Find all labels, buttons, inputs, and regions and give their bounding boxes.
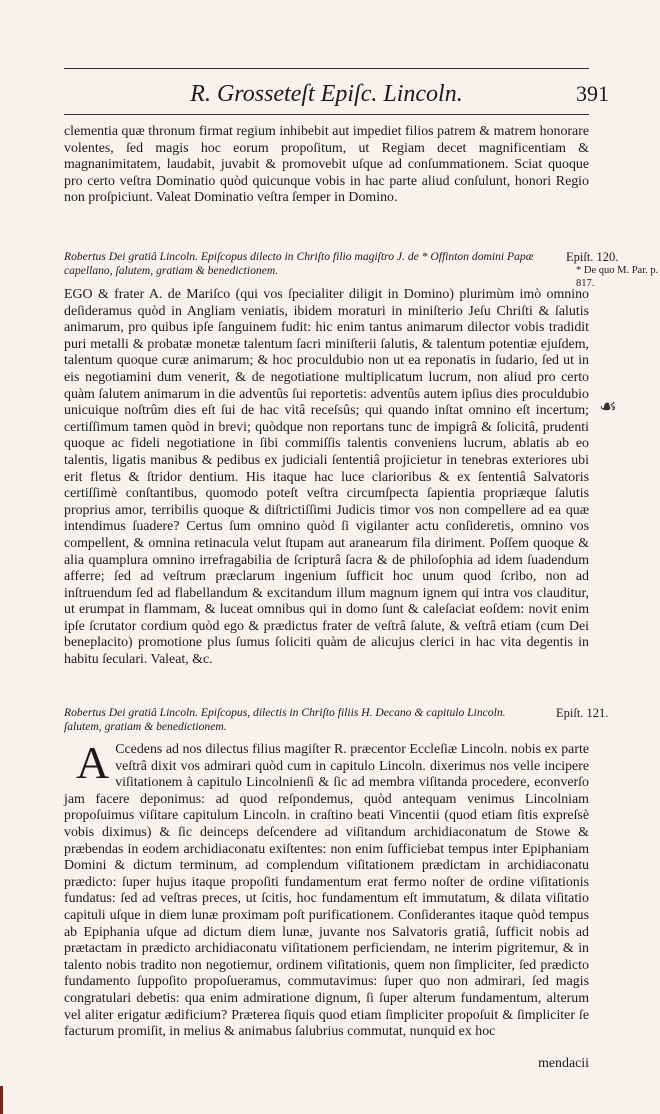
catchword: mendacii [538,1056,589,1071]
letter-121-body [64,737,589,1041]
page-number: 391 [576,81,609,106]
letter-120-marginal-note: * De quo M. Par. p. 817. [576,265,659,289]
top-rule [64,68,589,69]
letter-120-text: EGO & frater A. de Mariſco (qui vos ſpecialiter diligit in Domino) plurimùm imò omnino deſideramus quòd in Angliam veniatis, ibidem moraturi in miniſterio Jeſu Chriſti & ſalutis animarum, pro quibus ipſe ſanguinem fudit: hic enim tantus animarum dilector vobis tradidit puri metalli & probatæ monetæ talentum ſacri miniſterii ſalutis, & talentum potentiæ ejuſdem, talentum quoque curæ animarum; & hoc proculdubio non ut ea reponatis in ſudario, ſed ut in eis negotiamini dum venerit, & de negotiatione multiplicatum lucrum, non aliud pro certo quàm ſalutem animarum in die adventûs ſui reportetis: adventûs autem ipſius dies proculdubio unicuique noſtrûm dies eſt ſui de hac vitâ receſsûs; qui quando inſtat omnino eſt incertum; certiſſimum tamen quòd in brevi; quòdque non reportans tunc de impigrâ & ſolicitâ, prudenti quoque ac fideli negotiatione in ſibi commiſſis talentis conveniens lucrum, ablatis ab eo talentis, ligatis manibus & pedibus ex judiciali ſententiâ projicietur in tenebras exteriores ubi erit fletus & ſtridor dentium. His itaque hac luce clarioribus & ex ſententiâ Salvatoris certiſſimè conſtantibus, quomodo poteſt veſtra circumſpecta ſapientia propriæque ſalutis proprius amor, terribilis quoque & diſtrictiſſimi Judicis timor vos non compellere ad ea quæ intendimus ſuadere? Certus ſum omnino quòd ſi vigilanter actu conſideretis, omnino vos compellent, & omnina retinacula velut ſtupam aut aranearum fila diriment. Poſſem quoque & alia quamplura omnino irrefragabilia de ſcripturâ ſacra & de philoſophia ad idem ſuadendum afferre; ſed ad veſtrum præclarum ingenium ſufficit hoc unum quod ſcribo, non ad inſtruendum ſed ad flabellandum & excitandum illum magnum ignem qui intra vos clauditur, ut erumpat in flammam, & luceat omnibus qui in domo ſunt & caleſaciat eoſdem: novit enim ipſe ſcrutator cordium quòd ego & prædictus frater de veſtrâ ſalute, & veſtrâ etiam (cum Dei beneplacito) promotione plus ſumus ſoliciti quàm de alicujus clerici in hac vita degentis in habitu ſeculari. Valeat, &c. [64,287,589,668]
letter-120-marginal: Epiſt. 120. [566,250,619,264]
letter-121-text: Ccedens ad nos dilectus filius magiſter R. præcentor Eccleſiæ Lincoln. nobis ex parte veſtrâ dixit vos admirari quòd cum in capitulo Lincoln. dixerimus nos velle incipere viſitationem à capitulo Lincolnienſi & ſic ad membra viſitanda procedere, econverſo jam facere deponimus: ad quod reſpondemus, quòd antequam venimus Lincolniam propoſuimus viſitare capitulum Lincoln. in craſtino beati Vincentii (quod etiam ſitis expreſsè vobis diximus) & ſic deinceps deſcendere ad viſitandum archidiaconatum de Stowe & præbendas in eodem archidiaconatu exiſtentes: non enim ſufficiebat tempus inter Epiphaniam Domini & dictum terminum, ad complendum viſitationem prædictam in archidiaconatu prædicto: ſuper hujus itaque propoſiti fundamentum erat fermo noſter de ordine viſitationis fundatus: ſed ad veſtras preces, ut ſcitis, hoc fundamentum eſt immutatum, & dilata viſitatio capituli uſque in diem lunæ proximam poſt purificationem. Conſiderantes itaque quòd tempus ab Epiphania uſque ad dictum diem lunæ, juvante nos Salvatoris gratiâ, ſufficit nobis ad prætactam in prædicto archidiaconatu viſitationem perficiendam, ne interim pigritemur, & in talento nobis tradito non negotiemur, ordinem viſitationis, quem non ſimpliciter, ſed prædicto fundamento ſuppoſito propoſueramus, commutavimus: ſuper quo non admirari, ſed magis congratulari debetis: qua enim admiratione dignum, ſi ſuper alterum fundamentum, alterum vel aliter erigatur ædificium? Præterea ſiquis quod etiam ſimpliciter propoſuit & ſimpliciter ſe facturum promiſit, in melius & animabus ſalubrius commutat, nunquid ex hoc [64,742,589,1040]
continuation-paragraph: clementia quæ thronum firmat regium inhibebit aut impediet filios patrem & matrem honorare volentes, ſed magis hoc eorum propoſitum, ut Regiam decet magnificentiam & magnanimitatem, laudabit, juvabit & promovebit uſque ad conſummationem. Sciat quoque pro certo veſtra Dominatio quòd quicunque vobis in hac parte aliud conſulunt, honori Regio non proſpiciunt. Valeat Dominatio veſtra ſemper in Domino. [64,124,589,206]
margin-ornament-icon: ☙ [599,396,617,418]
page-edge-mark [0,1086,3,1114]
header-rule [64,114,589,115]
drop-cap: A [76,737,110,788]
letter-121-heading: Robertus Dei gratiâ Lincoln. Epiſcopus, dilectis in Chriſto filiis H. Decano & capitulo Lincoln. ſalutem, gratiam & benedictionem. [64,706,506,733]
running-title: R. Grosseteſt Epiſc. Lincoln. [190,81,463,107]
letter-121-marginal: Epiſt. 121. [556,706,609,720]
running-header [64,76,609,116]
letter-120-heading: Robertus Dei gratiâ Lincoln. Epiſcopus dilecto in Chriſto filio magiſtro J. de * Offinton domini Papæ capellano, ſalutem, gratiam & benedictionem. [64,250,534,277]
